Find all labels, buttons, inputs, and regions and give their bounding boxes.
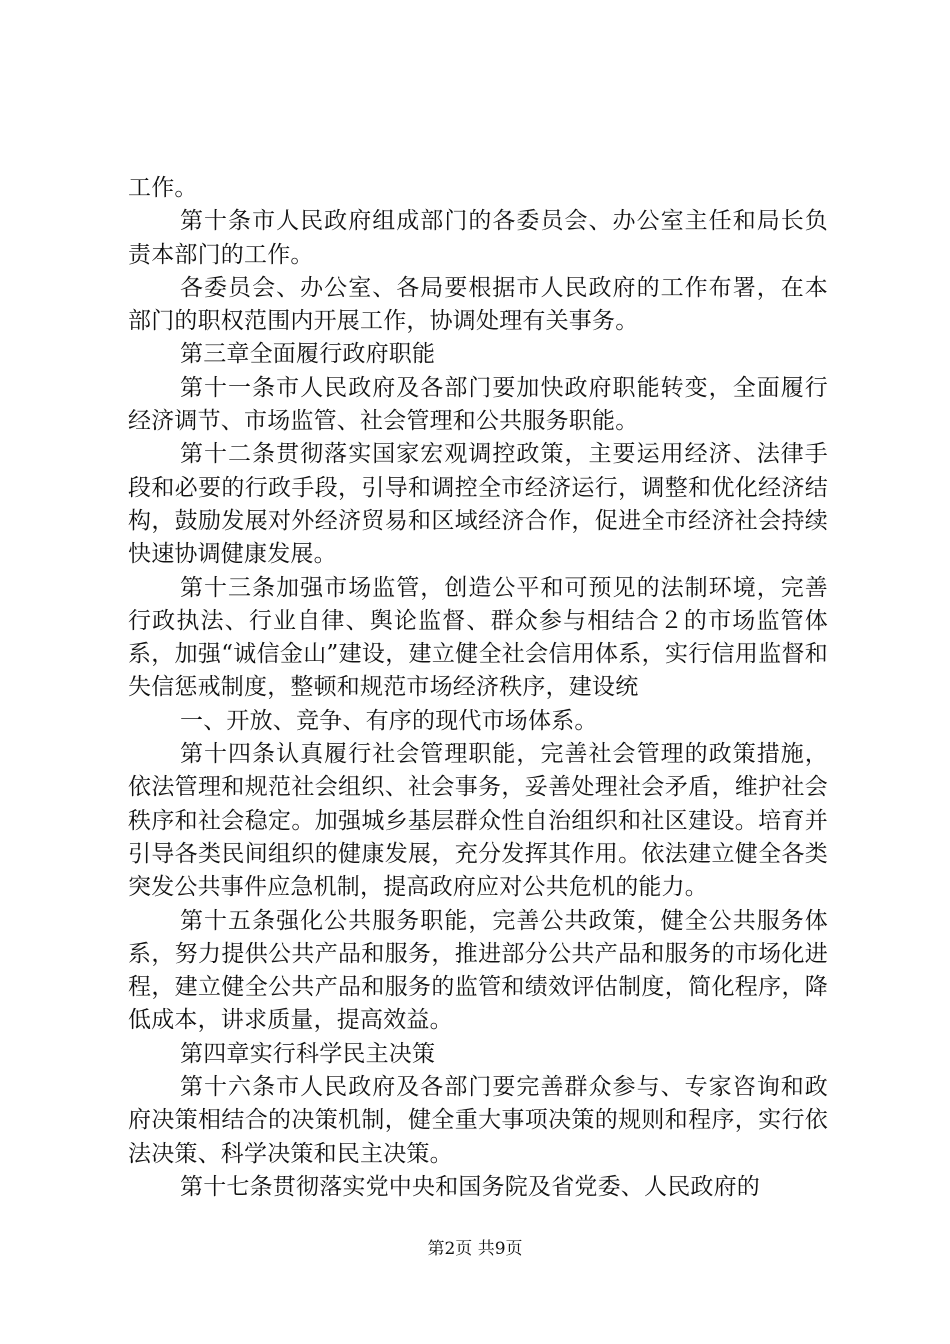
page-footer: 第2页 共9页 (427, 1239, 523, 1259)
paragraph: 第十七条贯彻落实党中央和国务院及省党委、人民政府的 (180, 1173, 760, 1200)
paragraph: 第十三条加强市场监管，创造公平和可预见的法制环境，完善行政执法、行业自律、舆论监督、群众参与相结合２的市场监管体系，加强“诚信金山”建设，建立健全社会信用体系，实行信用监督和失信惩戒制度，整顿和规范市场经济秩序，建设统 (128, 574, 828, 701)
paragraph: 第十四条认真履行社会管理职能，完善社会管理的政策措施，依法管理和规范社会组织、社会事务，妥善处理社会矛盾，维护社会秩序和社会稳定。加强城乡基层群众性自治组织和社区建设。培育并引导各类民间组织的健康发展，充分发挥其作用。依法建立健全各类突发公共事件应急机制，提高政府应对公共危机的能力。 (128, 741, 828, 901)
document-body (128, 172, 828, 1204)
paragraph: 工作。 (128, 175, 198, 201)
paragraph: 第十条市人民政府组成部门的各委员会、办公室主任和局长负责本部门的工作。 (128, 208, 828, 268)
paragraph: 第十五条强化公共服务职能，完善公共政策，健全公共服务体系，努力提供公共产品和服务，推进部分公共产品和服务的市场化进程，建立健全公共产品和服务的监管和绩效评估制度，简化程序，降低成本，讲求质量，提高效益。 (128, 907, 828, 1034)
paragraph: 一、开放、竞争、有序的现代市场体系。 (180, 707, 598, 734)
paragraph: 第三章全面履行政府职能 (180, 341, 436, 368)
paragraph: 第十六条市人民政府及各部门要完善群众参与、专家咨询和政府决策相结合的决策机制，健全重大事项决策的规则和程序，实行依法决策、科学决策和民主决策。 (128, 1074, 828, 1167)
paragraph: 第十一条市人民政府及各部门要加快政府职能转变，全面履行经济调节、市场监管、社会管理和公共服务职能。 (128, 374, 828, 435)
paragraph: 第四章实行科学民主决策 (180, 1040, 436, 1067)
paragraph: 第十二条贯彻落实国家宏观调控政策，主要运用经济、法律手段和必要的行政手段，引导和调控全市经济运行，调整和优化经济结构，鼓励发展对外经济贸易和区域经济合作，促进全市经济社会持续快速协调健康发展。 (128, 441, 828, 568)
paragraph: 各委员会、办公室、各局要根据市人民政府的工作布署，在本部门的职权范围内开展工作，协调处理有关事务。 (128, 274, 828, 335)
